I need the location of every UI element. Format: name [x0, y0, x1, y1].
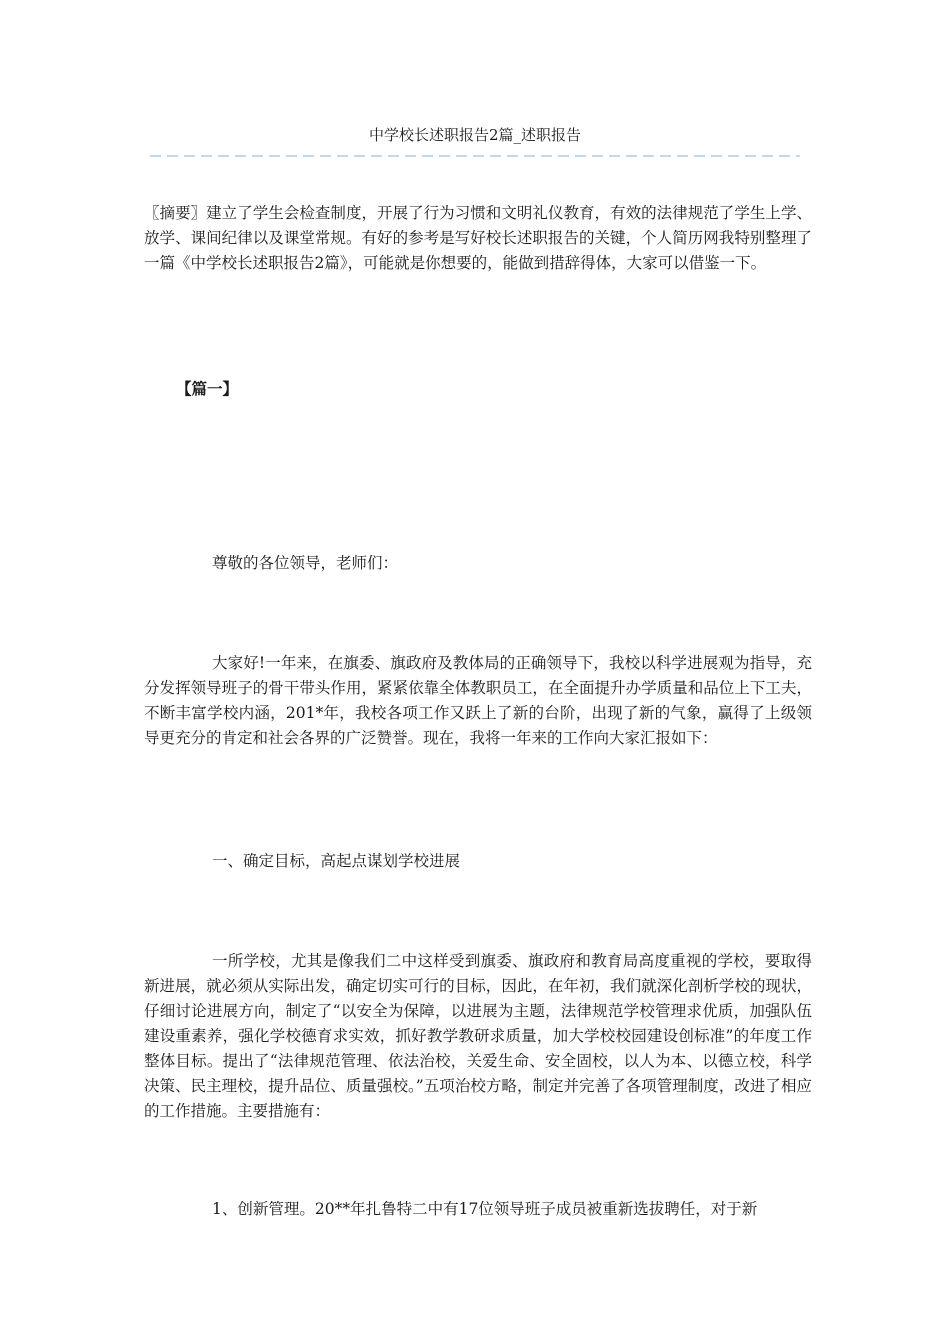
greeting-line: 尊敬的各位领导，老师们：: [212, 554, 399, 572]
body-paragraph-1: 一所学校，尤其是像我们二中这样受到旗委、旗政府和教育局高度重视的学校，要取得新进展，就必须从实际出发，确定切实可行的目标，因此，在年初，我们就深化剖析学校的现状，仔细讨论进展方向，制定了“以安全为保障，以进展为主题，法律规范学校管理求优质，加强队伍建设重素养，强化学校德育求实效，抓好教学教研求质量，加大学校校园建设创标准”的年度工作整体目标。提出了“法律规范管理、依法治校，关爱生命、安全固校，以人为本、以德立校，科学决策、民主理校，提升品位、质量强校。”五项治校方略，制定并完善了各项管理制度，改进了相应的工作措施。主要措施有：: [144, 952, 812, 1120]
body-paragraph-2: 1、创新管理。20**年扎鲁特二中有17位领导班子成员被重新选拔聘任，对于新: [212, 1200, 758, 1218]
abstract-paragraph: 〖摘要〗建立了学生会检查制度，开展了行为习惯和文明礼仪教育，有效的法律规范了学生上学、放学、课间纪律以及课堂常规。有好的参考是写好校长述职报告的关键，个人简历网我特别整理了一篇《中学校长述职报告2篇》，可能就是你想要的，能做到措辞得体，大家可以借鉴一下。: [144, 204, 812, 272]
dashed-rule-graphic: [150, 150, 800, 162]
document-title: 中学校长述职报告2篇_述职报告: [368, 126, 582, 144]
section-heading-1: 一、确定目标，高起点谋划学校进展: [212, 852, 461, 870]
intro-paragraph: 大家好!一年来，在旗委、旗政府及教体局的正确领导下，我校以科学进展观为指导，充分发挥领导班子的骨干带头作用，紧紧依靠全体教职员工，在全面提升办学质量和品位上下工夫，不断丰富学校内涵，201*年，我校各项工作又跃上了新的台阶，出现了新的气象，赢得了上级领导更充分的肯定和社会各界的广泛赞誉。现在，我将一年来的工作向大家汇报如下：: [144, 654, 812, 747]
title-dashed-rule: [150, 150, 800, 162]
section-label: 【篇一】: [176, 379, 239, 398]
